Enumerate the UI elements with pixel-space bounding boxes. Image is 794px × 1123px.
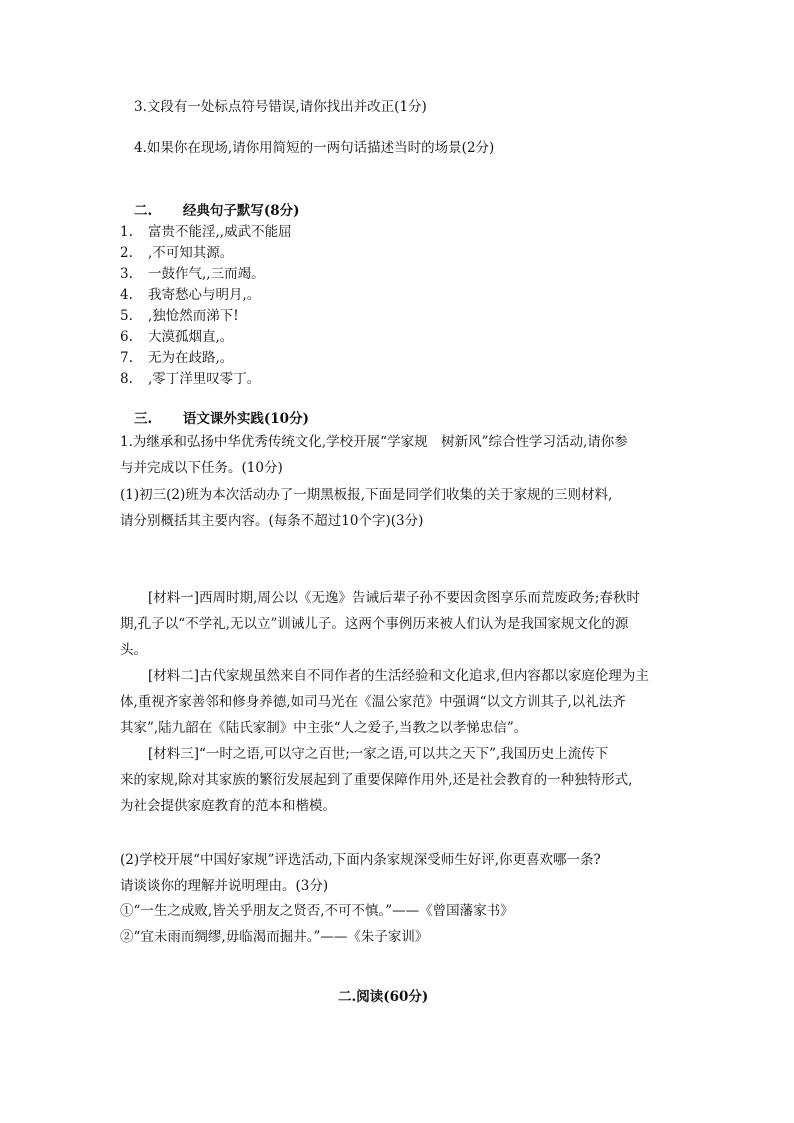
material1-line3: 头。 (120, 642, 147, 658)
question-4: 4.如果你在现场,请你用简短的一两句话描述当时的场景(2分) (134, 140, 495, 156)
section2-title: 经典句子默写(8分) (182, 203, 300, 219)
list-item-text: ,不可知其源。 (148, 245, 234, 261)
list-item (120, 265, 265, 283)
list-item (120, 370, 260, 388)
list-item-text: 一鼓作气,,三而竭。 (148, 266, 265, 282)
family-rule-2: ②“宜未雨而绸缪,毋临渴而掘井。”——《朱子家训》 (120, 929, 429, 945)
list-item-text: 大漠孤烟直,。 (148, 329, 234, 345)
task2-line1: (2)学校开展“中国好家规”评选活动,下面内条家规深受师生好评,你更喜欢哪一条? (120, 852, 601, 868)
task2-line2: 请谈谈你的理解并说明理由。(3分) (120, 878, 329, 894)
list-item-text: ,零丁洋里叹零丁。 (148, 371, 261, 387)
list-item-number: 7. (120, 350, 133, 366)
list-item-text: 无为在歧路,。 (148, 350, 234, 366)
list-item-text: 我寄愁心与明月,。 (148, 287, 261, 303)
section2-num: 二. (134, 203, 153, 219)
list-item-number: 5. (120, 308, 133, 324)
material2-line3: 其家”,陆九韶在《陆氏家制》中主张“人之爱子,当教之以孝悌忠信”。 (120, 720, 528, 736)
material3-line2: 来的家规,除对其家族的繁衍发展起到了重要保障作用外,还是社会教育的一种独特形式, (120, 772, 633, 788)
list-item-number: 6. (120, 329, 133, 345)
list-item (120, 223, 292, 241)
section3-intro-line1: 1.为继承和弘扬中华优秀传统文化,学校开展“学家规 树新风”综合性学习活动,请你参 (120, 434, 628, 450)
section3-num: 三. (134, 411, 153, 427)
family-rule-1: ①“一生之成败,皆关乎朋友之贤否,不可不慎。”——《曾国藩家书》 (120, 903, 514, 919)
list-item (120, 349, 233, 367)
question-3: 3.文段有一处标点符号错误,请你找出并改正(1分) (134, 99, 427, 115)
material1-line2: 期,孔子以“不学礼,无以立”训诫儿子。这两个事例历来被人们认为是我国家规文化的源 (120, 616, 629, 632)
list-item-number: 3. (120, 266, 133, 282)
material3-line3: 为社会提供家庭教育的范本和楷模。 (120, 798, 336, 814)
list-item-number: 4. (120, 287, 133, 303)
task1-line1: (1)初三(2)班为本次活动办了一期黑板报,下面是同学们收集的关于家规的三则材料, (120, 487, 613, 503)
list-item (120, 286, 260, 304)
list-item-number: 2. (120, 245, 133, 261)
section2-heading (134, 202, 300, 220)
list-item-number: 1. (120, 224, 133, 240)
list-item (120, 244, 233, 262)
part2-title: 二.阅读(60分) (338, 989, 429, 1005)
list-item-text: ,独怆然而涕下! (148, 308, 239, 324)
list-item-text: 富贵不能淫,,威武不能屈 (148, 224, 292, 240)
list-item-number: 8. (120, 371, 133, 387)
material1-line1: [材料一]西周时期,周公以《无逸》告诫后辈子孙不要因贪图享乐而荒废政务;春秋时 (148, 590, 640, 606)
material2-line1: [材料二]古代家规虽然来自不同作者的生活经验和文化追求,但内容都以家庭伦理为主 (148, 668, 649, 684)
list-item (120, 307, 239, 325)
section3-heading (134, 410, 309, 428)
section3-intro-line2: 与并完成以下任务。(10分) (120, 460, 283, 476)
list-item (120, 328, 233, 346)
section3-title: 语文课外实践(10分) (182, 411, 309, 427)
material3-line1: [材料三]“一时之语,可以守之百世;一家之语,可以共之天下”,我国历史上流传下 (148, 746, 609, 762)
material2-line2: 体,重视齐家善邻和修身养德,如司马光在《温公家范》中强调“以文方训其子,以礼法齐 (120, 694, 626, 710)
task1-line2: 请分别概括其主要内容。(每条不超过10个字)(3分) (120, 513, 424, 529)
